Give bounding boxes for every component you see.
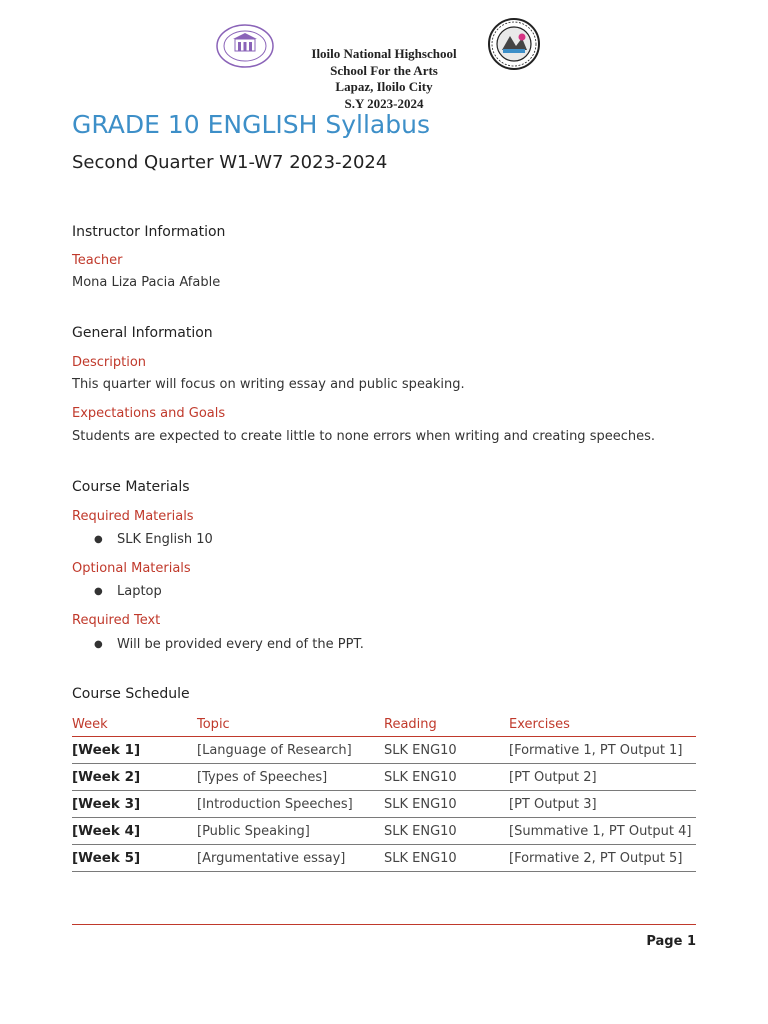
general-heading: General Information [72, 325, 213, 341]
optional-materials-label: Optional Materials [72, 561, 191, 576]
list-item [94, 637, 364, 652]
table-row [72, 845, 696, 872]
goals-text: Students are expected to create little to none errors when writing and creating speeches. [72, 429, 656, 444]
optional-materials-list [94, 584, 162, 599]
week-cell: [Week 4] [72, 818, 197, 845]
table-row [72, 737, 696, 764]
week-cell: [Week 1] [72, 737, 197, 764]
reading-cell: SLK ENG10 [384, 791, 509, 818]
footer-divider [72, 924, 696, 925]
column-header-reading: Reading [384, 712, 509, 737]
reading-cell: SLK ENG10 [384, 764, 509, 791]
column-header-topic: Topic [197, 712, 384, 737]
exercises-cell: [PT Output 3] [509, 791, 696, 818]
table-row [72, 818, 696, 845]
reading-cell: SLK ENG10 [384, 737, 509, 764]
exercises-cell: [Formative 1, PT Output 1] [509, 737, 696, 764]
school-address: Lapaz, Iloilo City [335, 79, 433, 94]
reading-cell: SLK ENG10 [384, 845, 509, 872]
arts-school-logo [484, 18, 544, 70]
document-title: GRADE 10 ENGLISH Syllabus [72, 110, 430, 139]
table-header-row [72, 712, 696, 737]
column-header-week: Week [72, 712, 197, 737]
bullet-icon: ● [94, 586, 103, 597]
page-number: Page 1 [646, 934, 696, 949]
topic-cell: [Language of Research] [197, 737, 384, 764]
instructor-heading: Instructor Information [72, 224, 226, 240]
list-item-text: Laptop [117, 584, 162, 599]
materials-heading: Course Materials [72, 479, 190, 495]
reading-cell: SLK ENG10 [384, 818, 509, 845]
goals-label: Expectations and Goals [72, 406, 226, 421]
topic-cell: [Public Speaking] [197, 818, 384, 845]
required-materials-list [94, 532, 213, 547]
bullet-icon: ● [94, 639, 103, 650]
table-row [72, 791, 696, 818]
week-cell: [Week 5] [72, 845, 197, 872]
teacher-name: Mona Liza Pacia Afable [72, 275, 221, 290]
school-name: Iloilo National Highschool [311, 46, 457, 61]
table-row [72, 764, 696, 791]
topic-cell: [Introduction Speeches] [197, 791, 384, 818]
schedule-heading: Course Schedule [72, 686, 190, 702]
teacher-label: Teacher [72, 253, 123, 268]
description-text: This quarter will focus on writing essay and public speaking. [72, 377, 465, 392]
required-materials-label: Required Materials [72, 509, 194, 524]
school-division: School For the Arts [330, 62, 438, 78]
list-item [94, 532, 213, 547]
document-subtitle: Second Quarter W1-W7 2023-2024 [72, 152, 388, 173]
exercises-cell: [Summative 1, PT Output 4] [509, 818, 696, 845]
topic-cell: [Argumentative essay] [197, 845, 384, 872]
exercises-cell: [Formative 2, PT Output 5] [509, 845, 696, 872]
week-cell: [Week 3] [72, 791, 197, 818]
week-cell: [Week 2] [72, 764, 197, 791]
column-header-exercises: Exercises [509, 712, 696, 737]
list-item [94, 584, 162, 599]
required-text-label: Required Text [72, 613, 161, 628]
description-label: Description [72, 355, 147, 370]
list-item-text: Will be provided every end of the PPT. [117, 637, 364, 652]
required-text-list [94, 637, 364, 652]
schedule-table [72, 712, 696, 872]
exercises-cell: [PT Output 2] [509, 764, 696, 791]
school-year: S.Y 2023-2024 [344, 95, 424, 111]
topic-cell: [Types of Speeches] [197, 764, 384, 791]
list-item-text: SLK English 10 [117, 532, 213, 547]
bullet-icon: ● [94, 534, 103, 545]
